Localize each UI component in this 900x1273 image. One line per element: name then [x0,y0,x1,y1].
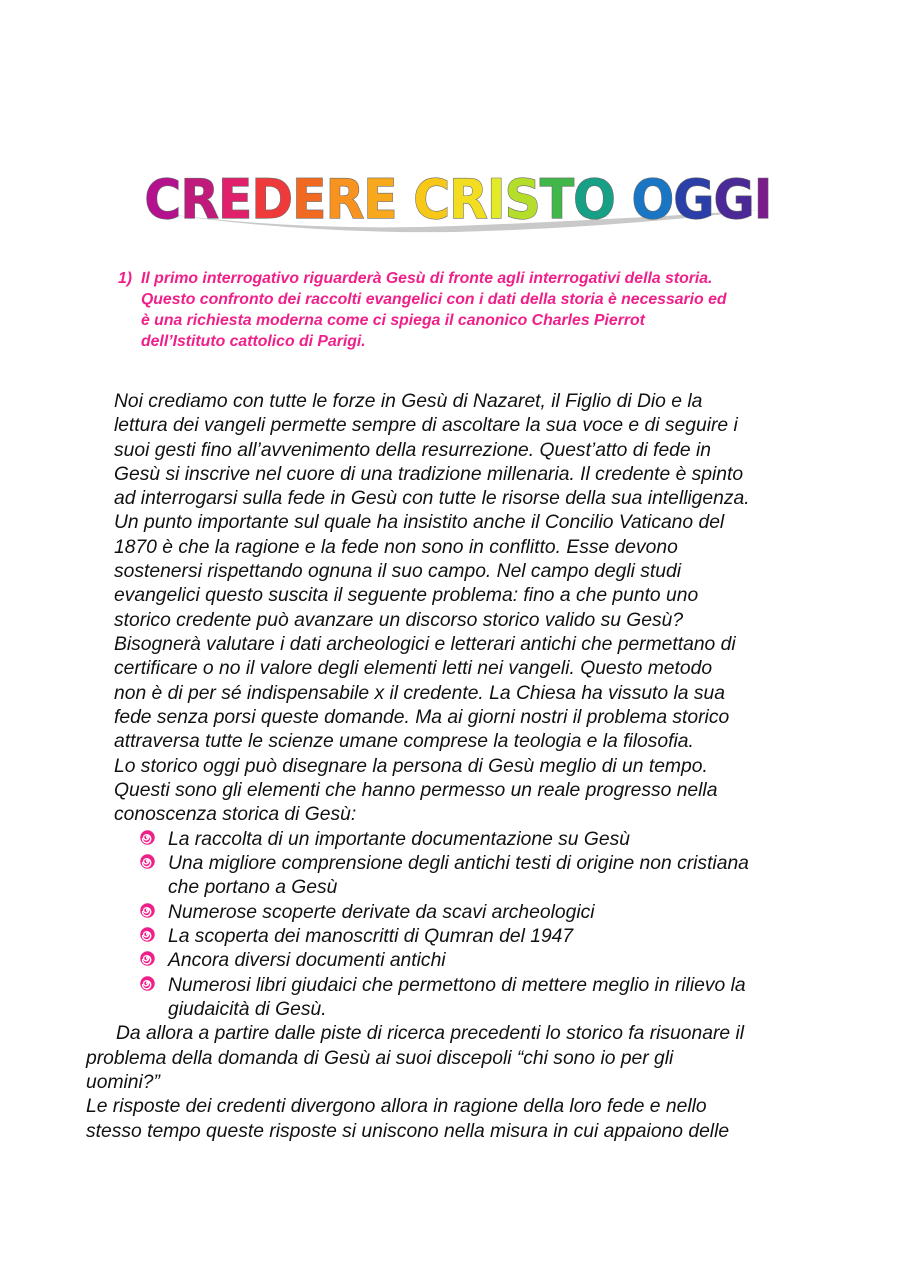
list-item: Una migliore comprensione degli antichi testi di origine non cristiana [168,853,749,874]
list-item: Numerosi libri giudaici che permettono di mettere meglio in rilievo la [168,975,746,996]
body-line: suoi gesti fino all’avvenimento della resurrezione. Quest’atto di fede in [114,440,711,461]
body-line: evangelici questo suscita il seguente problema: fino a che punto uno [114,585,699,606]
title-letter: D [251,169,293,232]
list-item: La raccolta di un importante documentazione su Gesù [168,829,630,850]
title-wordart [0,160,900,240]
body-line: fede senza porsi queste domande. Ma ai giorni nostri il problema storico [114,707,730,728]
body-line: Un punto importante sul quale ha insistito anche il Concilio Vaticano del [114,512,725,533]
title-letter: I [753,169,772,232]
title-letter [615,169,632,231]
spiral-bullet-icon [139,950,156,967]
intro-line: dell’Istituto cattolico di Parigi. [141,333,366,350]
title-letter: S [504,169,540,232]
title-letter: T [539,169,574,232]
title-letter: E [292,169,326,232]
body-line: Gesù si inscrive nel cuore di una tradizione millenaria. Il credente è spinto [114,464,744,485]
title-letter: R [325,169,364,232]
title-letter: R [449,169,487,232]
list-item: Ancora diversi documenti antichi [168,950,446,971]
title-letter: G [713,169,754,232]
title-letter: O [631,169,674,232]
body-line: Bisognerà valutare i dati archeologici e letterari antichi che permettano di [114,634,736,655]
list-item: Numerose scoperte derivate da scavi archeologici [168,902,595,923]
title-letter [397,169,414,231]
list-item-continuation: giudaicità di Gesù. [168,999,327,1020]
body-line: Questi sono gli elementi che hanno permesso un reale progresso nella [114,780,718,801]
body-line: non è di per sé indispensabile x il credente. La Chiesa ha vissuto la sua [114,683,725,704]
body-line: conoscenza storica di Gesù: [114,804,357,825]
title-letter: C [413,169,450,232]
title-letter: E [218,169,252,232]
title-letter: I [486,169,505,232]
body-line: uomini?” [86,1072,160,1093]
list-item: La scoperta dei manoscritti di Qumran del 1947 [168,926,574,947]
spiral-bullet-icon [139,975,156,992]
body-line: sostenersi rispettando ognuna il suo campo. Nel campo degli studi [114,561,681,582]
title-letter: G [673,169,714,232]
body-line: Lo storico oggi può disegnare la persona di Gesù meglio di un tempo. [114,756,708,777]
body-line: Da allora a partire dalle piste di ricerca precedenti lo storico fa risuonare il [116,1023,745,1044]
intro-lines [141,268,838,352]
list-item-continuation: che portano a Gesù [168,877,338,898]
body-line: attraversa tutte le scienze umane comprese la teologia e la filosofia. [114,731,694,752]
document-title [0,160,900,240]
body-line: ad interrogarsi sulla fede in Gesù con tutte le risorse della sua intelligenza. [114,488,750,509]
body-line: Noi crediamo con tutte le forze in Gesù di Nazaret, il Figlio di Dio e la [114,391,703,412]
intro-question [118,268,838,352]
spiral-bullet-icon [139,902,156,919]
intro-number: 1) [118,270,133,287]
title-letter: C [144,169,181,232]
body-line: problema della domanda di Gesù ai suoi discepoli “chi sono io per gli [86,1048,674,1069]
spiral-bullet-icon [139,926,156,943]
title-text [144,169,771,231]
intro-line: è una richiesta moderna come ci spiega il canonico Charles Pierrot [141,312,645,329]
body-line: lettura dei vangeli permette sempre di ascoltare la sua voce e di seguire i [114,415,738,436]
spiral-bullet-icon [139,853,156,870]
body-line: certificare o no il valore degli elementi letti nei vangeli. Questo metodo [114,658,713,679]
spiral-bullet-icon [139,829,156,846]
body-line: 1870 è che la ragione e la fede non sono in conflitto. Esse devono [114,537,678,558]
title-letter: E [363,169,397,232]
title-letter: O [573,169,615,232]
title-letter: R [180,169,219,232]
intro-line: Questo confronto dei raccolti evangelici con i dati della storia è necessario ed [141,291,727,308]
body-line: storico credente può avanzare un discorso storico valido su Gesù? [114,610,684,631]
body-line: Le risposte dei credenti divergono allora in ragione della loro fede e nello [86,1096,707,1117]
intro-line: Il primo interrogativo riguarderà Gesù di fronte agli interrogativi della storia. [141,270,713,287]
body-line: stesso tempo queste risposte si uniscono nella misura in cui appaiono delle [86,1121,730,1142]
